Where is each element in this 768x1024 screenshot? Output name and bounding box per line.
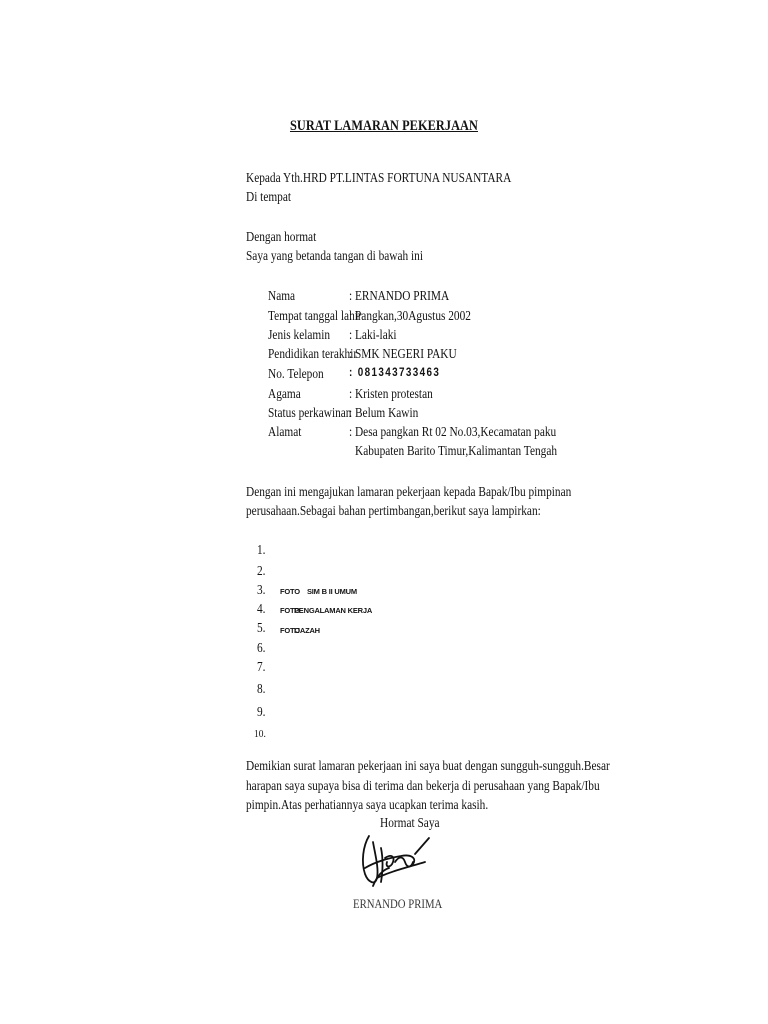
detail-value-gender: : Laki-laki [349,327,397,342]
detail-label-phone: No. Telepon [268,366,324,381]
greeting: Dengan hormat [246,229,317,244]
attachment-label: FOTO [280,626,300,635]
signature-image [355,828,435,894]
detail-value-religion: : Kristen protestan [349,386,433,401]
attachment-detail: SIM B II UMUM [307,587,357,596]
attachment-number: 6. [257,640,266,655]
closing-line3: pimpin.Atas perhatiannya saya ucapkan terima kasih. [246,797,489,812]
body-text-line2: perusahaan.Sebagai bahan pertimbangan,berikut saya lampirkan: [246,503,541,518]
detail-value-education: : SMK NEGERI PAKU [349,346,457,361]
attachment-number: 10. [254,728,266,740]
detail-label-birth: Tempat tanggal lahir [268,308,362,323]
attachment-label: FOTO [280,587,300,596]
sign-off: Hormat Saya [380,815,440,830]
letter-title: SURAT LAMARAN PEKERJAAN [289,118,478,134]
intro-text: Saya yang betanda tangan di bawah ini [246,248,423,263]
attachment-number: 4. [257,601,266,616]
detail-value-birth: : Pangkan,30Agustus 2002 [349,308,471,323]
attachment-detail: PENGALAMAN KERJA [294,606,373,615]
detail-label-gender: Jenis kelamin [268,327,331,342]
attachment-detail: IJAZAH [294,626,320,635]
attachment-number: 9. [257,704,266,719]
recipient-place: Di tempat [246,189,292,204]
detail-value-phone: : 081343733463 [349,367,441,379]
attachment-number: 5. [257,620,266,635]
detail-label-address: Alamat [268,424,302,439]
detail-value-address: : Desa pangkan Rt 02 No.03,Kecamatan paku [349,424,557,439]
recipient-line: Kepada Yth.HRD PT.LINTAS FORTUNA NUSANTARA [246,170,512,185]
signer-name: ERNANDO PRIMA [353,897,443,911]
attachment-number: 3. [257,582,266,597]
detail-label-religion: Agama [268,386,301,401]
attachment-number: 2. [257,563,266,578]
attachment-number: 8. [257,681,266,696]
detail-label-marital: Status perkawinan [268,405,352,420]
detail-value-name: : ERNANDO PRIMA [349,288,450,303]
attachment-number: 1. [257,542,266,557]
detail-label-name: Nama [268,288,296,303]
closing-line1: Demikian surat lamaran pekerjaan ini saya buat dengan sungguh-sungguh.Besar [246,758,610,773]
attachment-label: FOTO [280,606,300,615]
body-text-line1: Dengan ini mengajukan lamaran pekerjaan kepada Bapak/Ibu pimpinan [246,484,572,499]
detail-label-education: Pendidikan terakhir [268,346,358,361]
detail-value-address-line2: Kabupaten Barito Timur,Kalimantan Tengah [355,443,558,458]
attachment-number: 7. [257,659,266,674]
detail-value-marital: : Belum Kawin [349,405,419,420]
closing-line2: harapan saya supaya bisa di terima dan bekerja di perusahaan yang Bapak/Ibu [246,778,600,793]
